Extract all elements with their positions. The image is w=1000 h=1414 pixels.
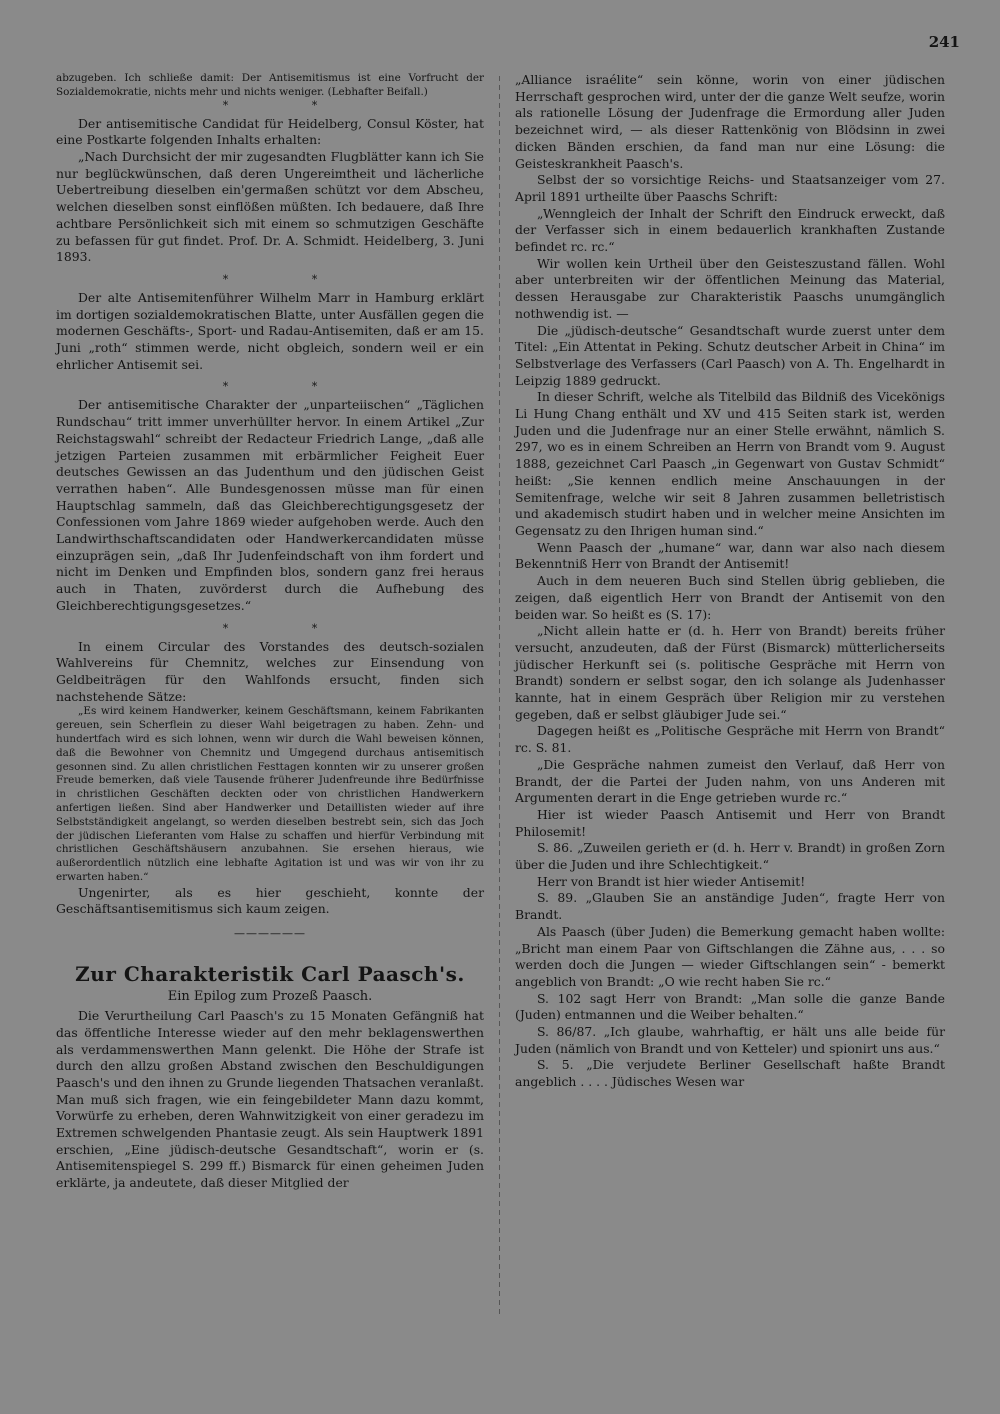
paragraph: S. 86/87. „Ich glaube, wahrhaftig, er hält uns alle beide für Juden (nämlich von Brandt und von Ketteler) und spionirt uns aus.“ bbox=[515, 1024, 945, 1056]
article-heading: Zur Charakteristik Carl Paasch's. bbox=[75, 962, 465, 987]
paragraph: Der antisemitische Charakter der „unparteiischen“ „Täglichen Rundschau“ tritt immer unverhüllter hervor. In einem Artikel „Zur Reichstagswahl“ schreibt der Redacteur Friedrich Lange, „daß alle jetzigen Parteien zusammen mit erbärmlicher Feigheit Euer deutsches Gewissen an das Judenthum und den jüdischen Geist verrathen haben“. Alle Bundesgenossen müsse man für einen Hauptschlag sammeln, daß das Gleichberechtigungsgesetz der Confessionen vom Jahre 1869 wieder aufgehoben werde. Auch den Landwirthschaftscandidaten oder Handwerkercandidaten müsse einzuprägen sein, „daß Ihr Judenfeindschaft von ihm fordert und nicht im Denken und Empfinden blos, sondern ganz frei heraus auch in Thaten, zuvörderst durch die Aufhebung des Gleichberechtigungsgesetzes.“ bbox=[56, 397, 484, 613]
paragraph: „Alliance israélite“ sein könne, worin von einer jüdischen Herrschaft gesprochen wird, unter der die ganze Welt seufze, worin als rationelle Lösung der Judenfrage die Ermordung aller Juden bezeichnet wird, — als dieser Rattenkönig von Blödsinn in zwei dicken Bänden erschien, da fand man nur eine Lösung: die Geisteskrankheit Paasch's. bbox=[515, 72, 945, 171]
section-separator: * * bbox=[222, 621, 358, 635]
paragraph: Die Verurtheilung Carl Paasch's zu 15 Monaten Gefängniß hat das öffentliche Interesse wieder auf den mehr beklagenswerthen als verdammenswerthen Mann gelenkt. Die Höhe der Strafe ist durch den allzu großen Abstand zwischen den Beschuldigungen Paasch's und den ihnen zu Grunde liegenden Thatsachen veranlaßt. Man muß sich fragen, wie ein feingebildeter Mann dazu kommt, Vorwürfe zu erheben, deren Wahnwitzigkeit von einer geradezu im Extremen schwelgenden Phantasie zeugt. Als sein Hauptwerk 1891 erschien, „Eine jüdisch-deutsche Gesandtschaft“, worin er (s. Antisemitenspiegel S. 299 ff.) Bismarck für einen geheimen Juden erklärte, ja andeutete, daß dieser Mitglied der bbox=[56, 1008, 484, 1191]
paragraph: Hier ist wieder Paasch Antisemit und Herr von Brandt Philosemit! bbox=[515, 806, 945, 839]
paragraph: „Wenngleich der Inhalt der Schrift den Eindruck erweckt, daß der Verfasser sich in einem bedauerlich krankhaften Zustande befindet rc. rc.“ bbox=[515, 205, 945, 255]
paragraph: Der alte Antisemitenführer Wilhelm Marr in Hamburg erklärt im dortigen sozialdemokratischen Blatte, unter Ausfällen gegen die modernen Geschäfts-, Sport- und Radau-Antisemiten, daß er am 15. Juni „roth“ stimmen werde, nicht obgleich, sondern weil er ein ehrlicher Antisemit sei. bbox=[56, 289, 484, 372]
paragraph: Als Paasch (über Juden) die Bemerkung gemacht haben wollte: „Bricht man einem Paar von Giftschlangen die Zähne aus, . . . so werden doch die Jungen — wieder Giftschlangen sein“ - bemerkt angeblich von Brandt: „O wie recht haben Sie rc.“ bbox=[515, 923, 945, 989]
paragraph: abzugeben. Ich schließe damit: Der Antisemitismus ist eine Vorfrucht der Sozialdemokratie, nichts mehr und nichts weniger. (Lebhafter Beifall.) bbox=[56, 72, 484, 98]
paragraph: S. 102 sagt Herr von Brandt: „Man solle die ganze Bande (Juden) entmannen und die Weiber behalten.“ bbox=[515, 990, 945, 1023]
paragraph: Dagegen heißt es „Politische Gespräche mit Herrn von Brandt“ rc. S. 81. bbox=[515, 723, 945, 756]
right-column bbox=[515, 72, 945, 1091]
paragraph: S. 86. „Zuweilen gerieth er (d. h. Herr v. Brandt) in großen Zorn über die Juden und ihre Schlechtigkeit.“ bbox=[515, 840, 945, 873]
paragraph: Wenn Paasch der „humane“ war, dann war also nach diesem Bekenntniß Herr von Brandt der Antisemit! bbox=[515, 539, 945, 572]
left-column bbox=[56, 72, 484, 1192]
paragraph: Herr von Brandt ist hier wieder Antisemit! bbox=[537, 873, 806, 889]
article-subheading: Ein Epilog zum Prozeß Paasch. bbox=[167, 989, 373, 1005]
paragraph: „Nicht allein hatte er (d. h. Herr von Brandt) bereits früher versucht, anzudeuten, daß der Fürst (Bismarck) mütterlicherseits jüdischer Herkunft sei (s. politische Gespräche mit Herrn von Brandt) sondern er selbst sogar, den ich solange als Judenhasser kannte, hat in einem Gespräch über Religion mir zu verstehen gegeben, daß er selbst gläubiger Jude sei.“ bbox=[515, 623, 945, 722]
paragraph: „Die Gespräche nahmen zumeist den Verlauf, daß Herr von Brandt, der die Partei der Juden nahm, von uns Anderen mit Argumenten derart in die Enge getrieben wurde rc.“ bbox=[515, 756, 945, 806]
section-separator: * * bbox=[222, 272, 358, 286]
paragraph: Ungenirter, als es hier geschieht, konnte der Geschäftsantisemitismus sich kaum zeigen. bbox=[56, 884, 484, 917]
section-divider: —————— bbox=[234, 927, 306, 941]
paragraph: Selbst der so vorsichtige Reichs- und Staatsanzeiger vom 27. April 1891 urtheilte über Paaschs Schrift: bbox=[515, 172, 945, 204]
paragraph: „Nach Durchsicht der mir zugesandten Flugblätter kann ich Sie nur beglückwünschen, daß deren Ungereimtheit und lächerliche Uebertreibung dieselben ein'germaßen schützt vor dem Abscheu, welchen dieselben sonst einflößen müßten. Ich bedauere, daß Ihre achtbare Persönlichkeit sich mit einem so schmutzigen Geschäfte zu befassen für gut findet. Prof. Dr. A. Schmidt. Heidelberg, 3. Juni 1893. bbox=[56, 149, 484, 265]
paragraph: S. 5. „Die verjudete Berliner Gesellschaft haßte Brandt angeblich . . . . Jüdisches Wesen war bbox=[515, 1057, 945, 1090]
paragraph: Die „jüdisch-deutsche“ Gesandtschaft wurde zuerst unter dem Titel: „Ein Attentat in Peking. Schutz deutscher Arbeit in China“ im Selbstverlage des Verfassers (Carl Paasch) von A. Th. Engelhardt in Leipzig 1889 gedruckt. bbox=[515, 322, 945, 388]
page-number: 241 bbox=[928, 33, 960, 51]
paragraph: In dieser Schrift, welche als Titelbild das Bildniß des Vicekönigs Li Hung Chang enthält und XV und 415 Seiten stark ist, werden Juden und die Judenfrage nur an einer Stelle erwähnt, nämlich S. 297, wo es in einem Schreiben an Herrn von Brandt vom 9. August 1888, gezeichnet Carl Paasch „in Gegenwart von Gustav Schmidt“ heißt: „Sie kennen endlich meine Anschauungen in der Semitenfrage, welche wir seit 8 Jahren zusammen belletristisch und akademisch studirt haben und in welcher meine Ansichten im Gegensatz zu den Ihrigen human sind.“ bbox=[515, 389, 945, 538]
section-separator: * * bbox=[222, 380, 358, 394]
paragraph: S. 89. „Glauben Sie an anständige Juden“, fragte Herr von Brandt. bbox=[515, 890, 945, 923]
quoted-circular: „Es wird keinem Handwerker, keinem Geschäftsmann, keinem Fabrikanten gereuen, sein Scherflein zu dieser Wahl beigetragen zu haben. Zehn- und hundertfach wird es sich lohnen, wenn wir durch die Wahl beweisen können, daß die Bewohner von Chemnitz und Umgegend durchaus antisemitisch gesonnen sind. Zu allen christlichen Festtagen konnten wir zu unserer großen Freude bemerken, daß viele Tausende früherer Judenfreunde ihre Bedürfnisse in christlichen Geschäften deckten oder von christlichen Handwerkern anfertigen ließen. Sind aber Handwerker und Detaillisten wieder auf ihre Selbstständigkeit angelangt, so werden dieselben bestrebt sein, sich das Joch der jüdischen Lieferanten vom Halse zu schaffen und hierfür Verbindung mit christlichen Geschäftshäusern anzubahnen. Sie ersehen hieraus, wie außerordentlich nützlich eine lebhafte Agitation ist und was wir von ihr zu erwarten haben.“ bbox=[56, 705, 484, 883]
paragraph: Wir wollen kein Urtheil über den Geisteszustand fällen. Wohl aber unterbreiten wir der öffentlichen Meinung das Material, dessen Herausgabe zur Charakteristik Paaschs unumgänglich nothwendig ist. — bbox=[515, 255, 945, 321]
section-separator: * * bbox=[222, 98, 358, 112]
column-divider bbox=[499, 76, 500, 1316]
paragraph: Der antisemitische Candidat für Heidelberg, Consul Köster, hat eine Postkarte folgenden Inhalts erhalten: bbox=[56, 115, 484, 148]
paragraph: Auch in dem neueren Buch sind Stellen übrig geblieben, die zeigen, daß eigentlich Herr von Brandt der Antisemit von den beiden war. So heißt es (S. 17): bbox=[515, 573, 945, 622]
paragraph: In einem Circular des Vorstandes des deutsch-sozialen Wahlvereins für Chemnitz, welches zur Einsendung von Geldbeiträgen für den Wahlfonds ersucht, finden sich nachstehende Sätze: bbox=[56, 638, 484, 704]
